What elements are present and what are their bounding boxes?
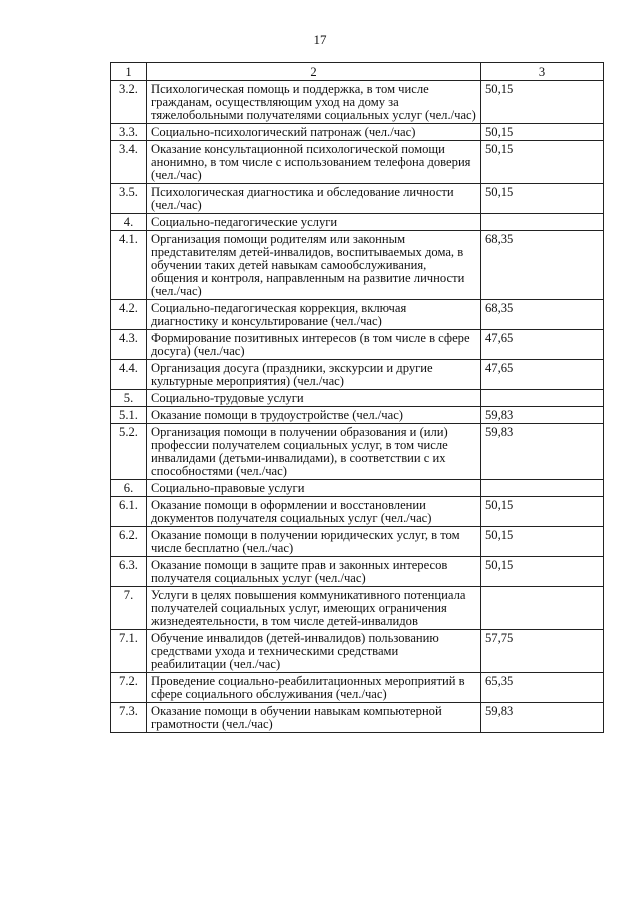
tariff-value: 50,15	[481, 141, 604, 184]
service-name: Психологическая помощь и поддержка, в том числе гражданам, осуществляющим уход на дому за тяжелобольными получателями социальных услуг (чел./час)	[147, 81, 481, 124]
table-row	[111, 231, 604, 300]
tariff-value	[481, 214, 604, 231]
service-name: Оказание консультационной психологической помощи анонимно, в том числе с использованием телефона доверия (чел./час)	[147, 141, 481, 184]
table-row	[111, 497, 604, 527]
table-row	[111, 527, 604, 557]
tariff-value: 68,35	[481, 231, 604, 300]
row-number: 7.2.	[111, 673, 147, 703]
row-number: 3.2.	[111, 81, 147, 124]
service-name: Организация досуга (праздники, экскурсии и другие культурные мероприятия) (чел./час)	[147, 360, 481, 390]
column-header-value: 3	[481, 63, 604, 81]
service-name: Организация помощи родителям или законным представителям детей-инвалидов, воспитываемых дома, в обучении таких детей навыкам самообслуживания, общения и контроля, направленным на развитие личности (чел./час)	[147, 231, 481, 300]
service-name: Социально-педагогическая коррекция, включая диагностику и консультирование (чел./час)	[147, 300, 481, 330]
row-number: 5.1.	[111, 407, 147, 424]
service-name: Оказание помощи в защите прав и законных интересов получателя социальных услуг (чел./час)	[147, 557, 481, 587]
service-name: Организация помощи в получении образования и (или) профессии получателем социальных услуг, в том числе инвалидами (детьми-инвалидами), в соответствии с их способностями (чел./час)	[147, 424, 481, 480]
tariff-value: 50,15	[481, 527, 604, 557]
table-row	[111, 141, 604, 184]
table-row	[111, 630, 604, 673]
tariff-value	[481, 390, 604, 407]
row-number: 5.2.	[111, 424, 147, 480]
service-name: Оказание помощи в трудоустройстве (чел./час)	[147, 407, 481, 424]
table-row	[111, 81, 604, 124]
service-name: Оказание помощи в получении юридических услуг, в том числе бесплатно (чел./час)	[147, 527, 481, 557]
row-number: 4.	[111, 214, 147, 231]
column-header-number: 1	[111, 63, 147, 81]
tariff-value	[481, 480, 604, 497]
tariff-value: 68,35	[481, 300, 604, 330]
row-number: 3.4.	[111, 141, 147, 184]
service-name: Социально-правовые услуги	[147, 480, 481, 497]
section-row	[111, 480, 604, 497]
service-name: Формирование позитивных интересов (в том числе в сфере досуга) (чел./час)	[147, 330, 481, 360]
table-row	[111, 184, 604, 214]
table-row	[111, 330, 604, 360]
row-number: 4.3.	[111, 330, 147, 360]
tariff-value	[481, 587, 604, 630]
table-row	[111, 360, 604, 390]
row-number: 6.	[111, 480, 147, 497]
table-row	[111, 703, 604, 733]
table-row	[111, 673, 604, 703]
tariff-value: 65,35	[481, 673, 604, 703]
row-number: 7.1.	[111, 630, 147, 673]
tariff-value: 59,83	[481, 424, 604, 480]
service-name: Оказание помощи в обучении навыкам компьютерной грамотности (чел./час)	[147, 703, 481, 733]
row-number: 6.2.	[111, 527, 147, 557]
tariff-value: 57,75	[481, 630, 604, 673]
section-row	[111, 390, 604, 407]
section-row	[111, 587, 604, 630]
tariff-value: 47,65	[481, 360, 604, 390]
row-number: 3.5.	[111, 184, 147, 214]
section-row	[111, 214, 604, 231]
row-number: 7.	[111, 587, 147, 630]
row-number: 5.	[111, 390, 147, 407]
service-name: Обучение инвалидов (детей-инвалидов) пользованию средствами ухода и техническими средствами реабилитации (чел./час)	[147, 630, 481, 673]
table-row	[111, 557, 604, 587]
row-number: 4.2.	[111, 300, 147, 330]
row-number: 4.1.	[111, 231, 147, 300]
service-name: Психологическая диагностика и обследование личности (чел./час)	[147, 184, 481, 214]
services-tariff-table	[110, 62, 604, 733]
row-number: 6.3.	[111, 557, 147, 587]
row-number: 7.3.	[111, 703, 147, 733]
service-name: Социально-трудовые услуги	[147, 390, 481, 407]
service-name: Социально-психологический патронаж (чел./час)	[147, 124, 481, 141]
table-row	[111, 300, 604, 330]
table-row	[111, 424, 604, 480]
table-row	[111, 124, 604, 141]
tariff-value: 50,15	[481, 184, 604, 214]
tariff-value: 47,65	[481, 330, 604, 360]
table-header-row	[111, 63, 604, 81]
tariff-value: 50,15	[481, 124, 604, 141]
service-name: Социально-педагогические услуги	[147, 214, 481, 231]
row-number: 4.4.	[111, 360, 147, 390]
row-number: 6.1.	[111, 497, 147, 527]
tariff-value: 59,83	[481, 703, 604, 733]
table-row	[111, 407, 604, 424]
page-number: 17	[313, 32, 327, 47]
tariff-value: 50,15	[481, 557, 604, 587]
tariff-value: 50,15	[481, 497, 604, 527]
row-number: 3.3.	[111, 124, 147, 141]
tariff-value: 59,83	[481, 407, 604, 424]
service-name: Проведение социально-реабилитационных мероприятий в сфере социального обслуживания (чел./час)	[147, 673, 481, 703]
service-name: Услуги в целях повышения коммуникативного потенциала получателей социальных услуг, имеющих ограничения жизнедеятельности, в том числе детей-инвалидов	[147, 587, 481, 630]
tariff-value: 50,15	[481, 81, 604, 124]
column-header-service: 2	[147, 63, 481, 81]
service-name: Оказание помощи в оформлении и восстановлении документов получателя социальных услуг (чел./час)	[147, 497, 481, 527]
